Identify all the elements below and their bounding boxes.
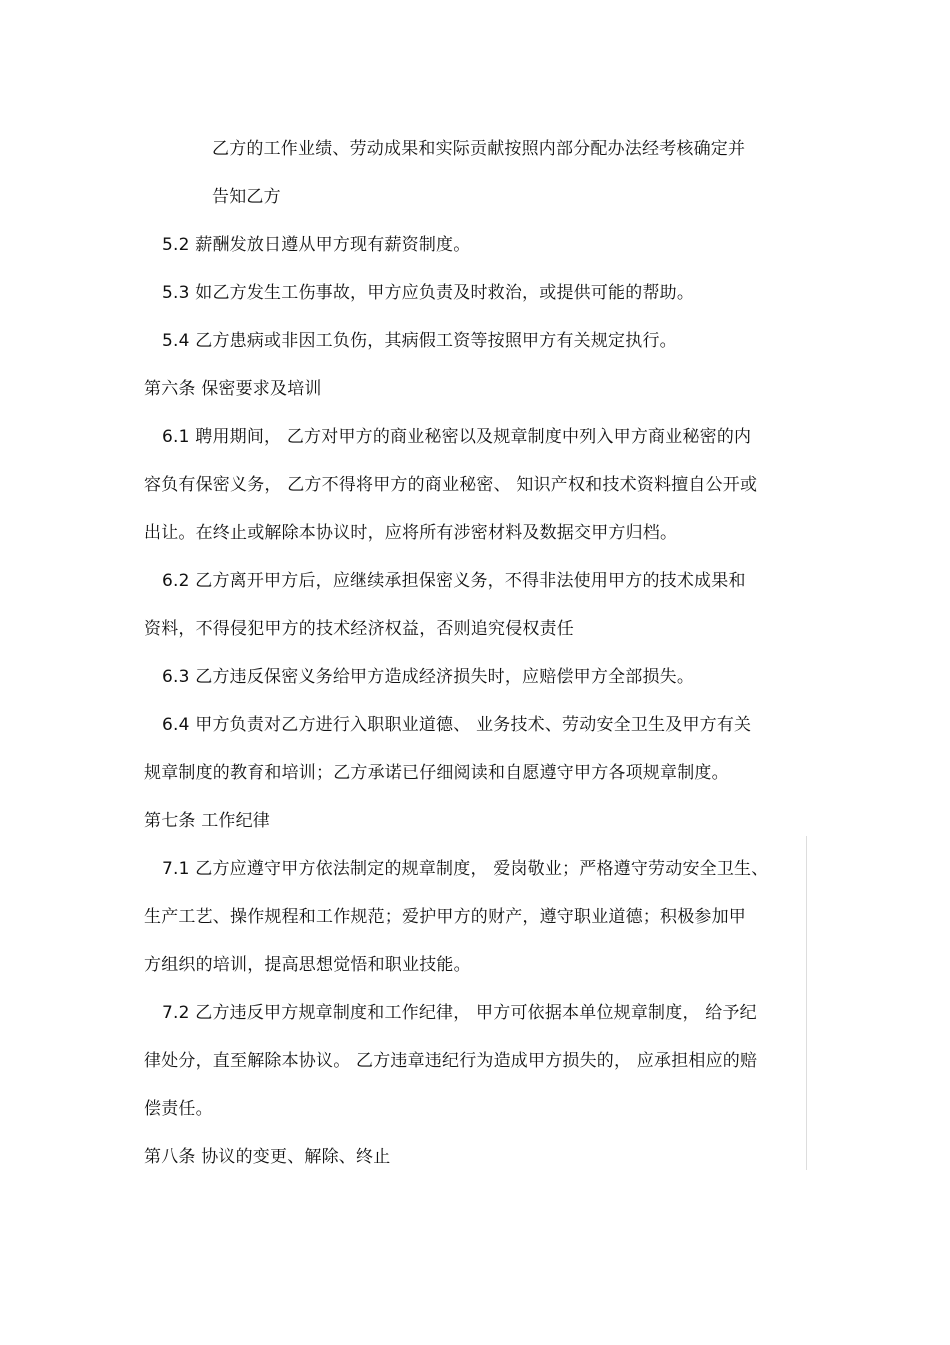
clause-6-1: 6.1 聘用期间， 乙方对甲方的商业秘密以及规章制度中列入甲方商业秘密的内	[162, 427, 752, 447]
article-6-heading: 第六条 保密要求及培训	[144, 379, 322, 399]
margin-rule	[806, 836, 807, 1170]
paragraph-line: 规章制度的教育和培训；乙方承诺已仔细阅读和自愿遵守甲方各项规章制度。	[144, 763, 729, 783]
paragraph-line: 资料，不得侵犯甲方的技术经济权益，否则追究侵权责任	[144, 619, 574, 639]
paragraph-line: 告知乙方	[212, 187, 281, 207]
clause-6-2: 6.2 乙方离开甲方后，应继续承担保密义务，不得非法使用甲方的技术成果和	[162, 571, 746, 591]
paragraph-line: 偿责任。	[144, 1099, 213, 1119]
clause-6-4: 6.4 甲方负责对乙方进行入职职业道德、 业务技术、劳动安全卫生及甲方有关	[162, 715, 752, 735]
paragraph-line: 乙方的工作业绩、劳动成果和实际贡献按照内部分配办法经考核确定并	[212, 139, 746, 159]
clause-5-3: 5.3 如乙方发生工伤事故，甲方应负责及时救治，或提供可能的帮助。	[162, 283, 695, 303]
article-8-heading: 第八条 协议的变更、解除、终止	[144, 1147, 391, 1167]
paragraph-line: 容负有保密义务， 乙方不得将甲方的商业秘密、 知识产权和技术资料擅自公开或	[144, 475, 758, 495]
paragraph-line: 方组织的培训，提高思想觉悟和职业技能。	[144, 955, 471, 975]
article-7-heading: 第七条 工作纪律	[144, 811, 271, 831]
clause-7-2: 7.2 乙方违反甲方规章制度和工作纪律， 甲方可依据本单位规章制度， 给予纪	[162, 1003, 757, 1023]
clause-6-3: 6.3 乙方违反保密义务给甲方造成经济损失时，应赔偿甲方全部损失。	[162, 667, 695, 687]
paragraph-line: 生产工艺、操作规程和工作规范；爱护甲方的财产，遵守职业道德；积极参加甲	[144, 907, 746, 927]
paragraph-line: 出让。在终止或解除本协议时，应将所有涉密材料及数据交甲方归档。	[144, 523, 678, 543]
clause-5-2: 5.2 薪酬发放日遵从甲方现有薪资制度。	[162, 235, 471, 255]
paragraph-line: 律处分，直至解除本协议。 乙方违章违纪行为造成甲方损失的， 应承担相应的赔	[144, 1051, 758, 1071]
clause-5-4: 5.4 乙方患病或非因工负伤，其病假工资等按照甲方有关规定执行。	[162, 331, 677, 351]
clause-7-1: 7.1 乙方应遵守甲方依法制定的规章制度， 爱岗敬业；严格遵守劳动安全卫生、	[162, 859, 769, 879]
